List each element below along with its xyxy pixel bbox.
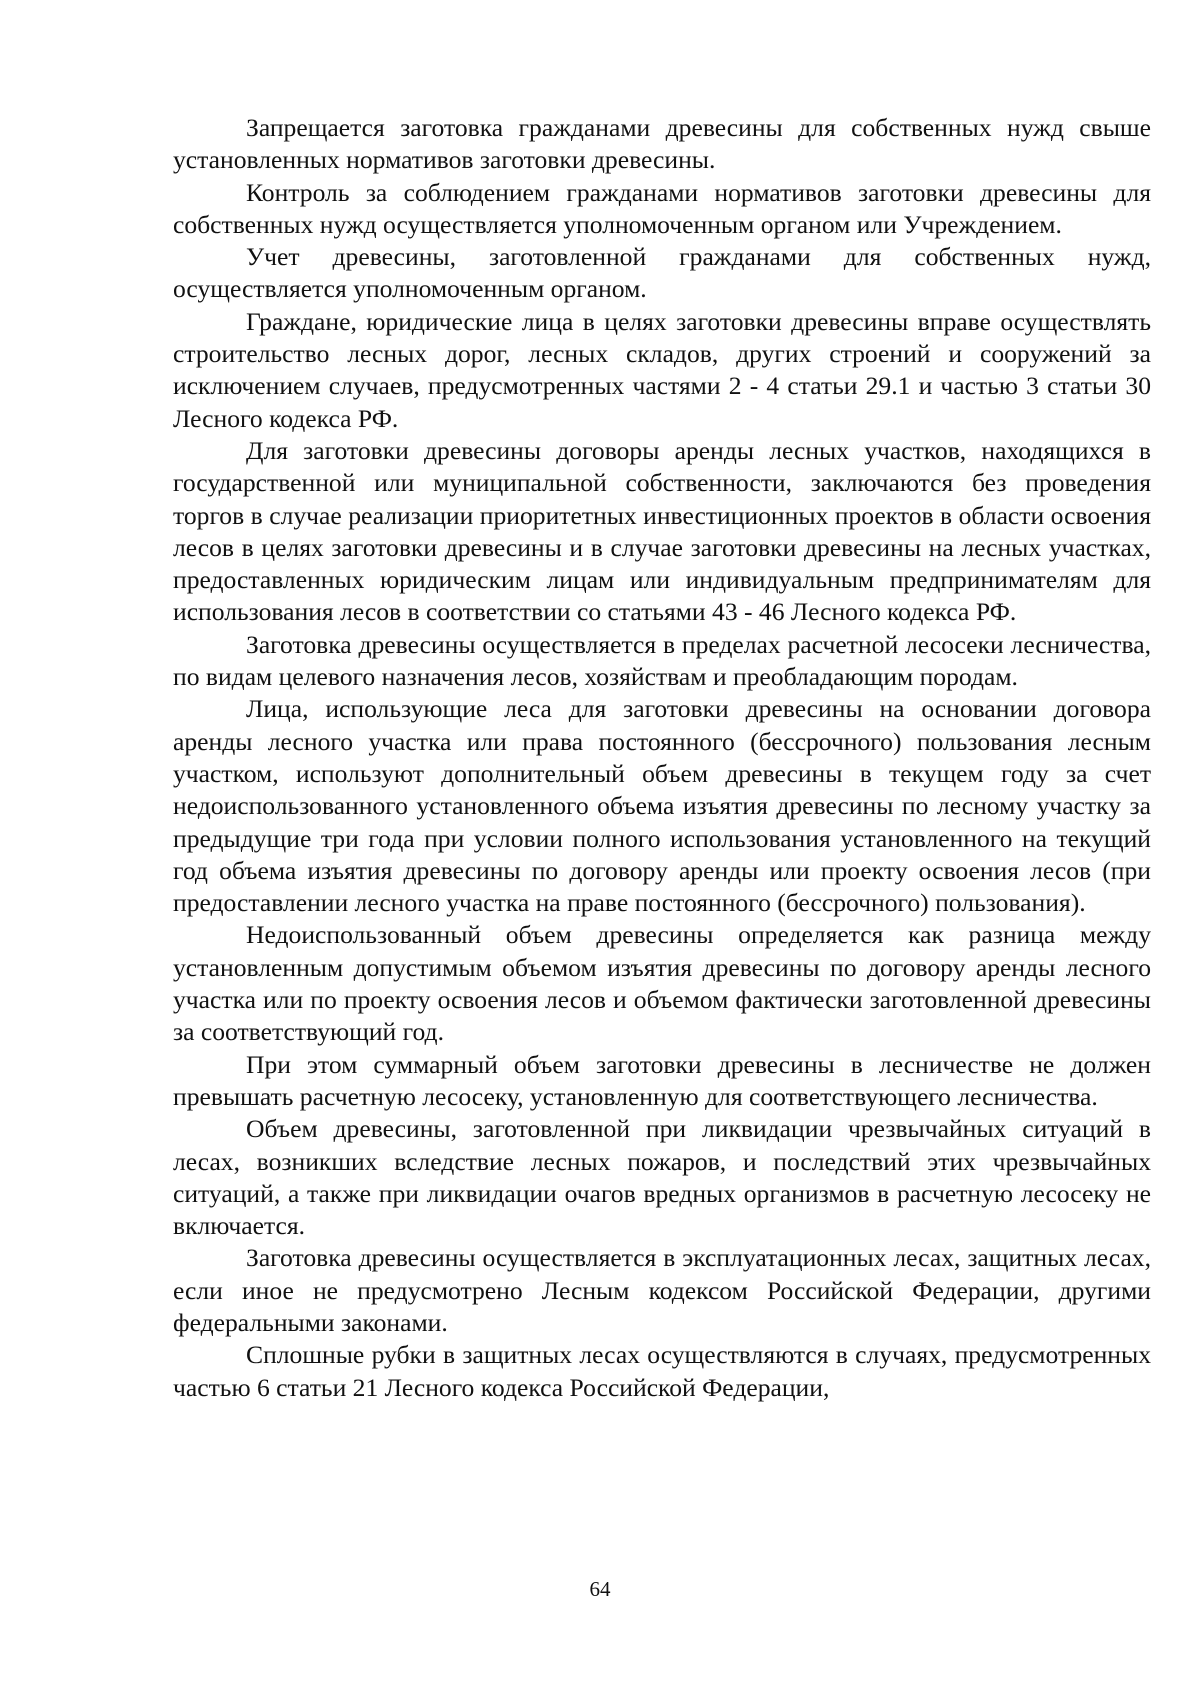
body-text [173, 112, 1151, 1404]
paragraph-forest-types: Заготовка древесины осуществляется в эксплуатационных лесах, защитных лесах, если иное не предусмотрено Лесным кодексом Российской Федерации, другими федеральными законами. [173, 1243, 1151, 1337]
paragraph-additional-volume: Лица, использующие леса для заготовки древесины на основании договора аренды лесного участка или права постоянного (бессрочного) пользования лесным участком, используют дополнительный объем древесины в текущем году за счет недоиспользованного установленного объема изъятия древесины по лесному участку за предыдущие три года при условии полного использования установленного на текущий год объема изъятия древесины по договору аренды или проекту освоения лесов (при предоставлении лесного участка на праве постоянного (бессрочного) пользования). [173, 694, 1151, 918]
paragraph-accounting: Учет древесины, заготовленной гражданами для собственных нужд, осуществляется уполномоченным органом. [173, 242, 1151, 304]
page-number: 64 [589, 1577, 611, 1601]
paragraph-allowable-cut: Заготовка древесины осуществляется в пределах расчетной лесосеки лесничества, по видам целевого назначения лесов, хозяйствам и преобладающим породам. [173, 629, 1151, 692]
paragraph-citizens-limit: Запрещается заготовка гражданами древесины для собственных нужд свыше установленных нормативов заготовки древесины. [173, 113, 1151, 175]
paragraph-construction: Граждане, юридические лица в целях заготовки древесины вправе осуществлять строительство лесных дорог, лесных складов, других строений и сооружений за исключением случаев, предусмотренных частями 2 - 4 статьи 29.1 и частью 3 статьи 30 Лесного кодекса РФ. [173, 306, 1151, 433]
paragraph-control: Контроль за соблюдением гражданами нормативов заготовки древесины для собственных нужд осуществляется уполномоченным органом или Учреждением. [173, 177, 1151, 239]
paragraph-lease-contracts: Для заготовки древесины договоры аренды лесных участков, находящихся в государственной или муниципальной собственности, заключаются без проведения торгов в случае реализации приоритетных инвестиционных проектов в области освоения лесов в целях заготовки древесины и в случае заготовки древесины на лесных участках, предоставленных юридическим лицам или индивидуальным предпринимателям для использования лесов в соответствии со статьями 43 - 46 Лесного кодекса РФ. [173, 435, 1151, 627]
paragraph-underused-volume: Недоиспользованный объем древесины определяется как разница между установленным допустимым объемом изъятия древесины по договору аренды лесного участка или по проекту освоения лесов и объемом фактически заготовленной древесины за соответствующий год. [173, 920, 1151, 1047]
paragraph-total-volume: При этом суммарный объем заготовки древесины в лесничестве не должен превышать расчетную лесосеку, установленную для соответствующего лесничества. [173, 1049, 1151, 1111]
paragraph-emergency-volume: Объем древесины, заготовленной при ликвидации чрезвычайных ситуаций в лесах, возникших вследствие лесных пожаров, и последствий этих чрезвычайных ситуаций, а также при ликвидации очагов вредных организмов в расчетную лесосеку не включается. [173, 1114, 1151, 1241]
paragraph-clear-cutting: Сплошные рубки в защитных лесах осуществляются в случаях, предусмотренных частью 6 статьи 21 Лесного кодекса Российской Федерации, [173, 1340, 1151, 1402]
